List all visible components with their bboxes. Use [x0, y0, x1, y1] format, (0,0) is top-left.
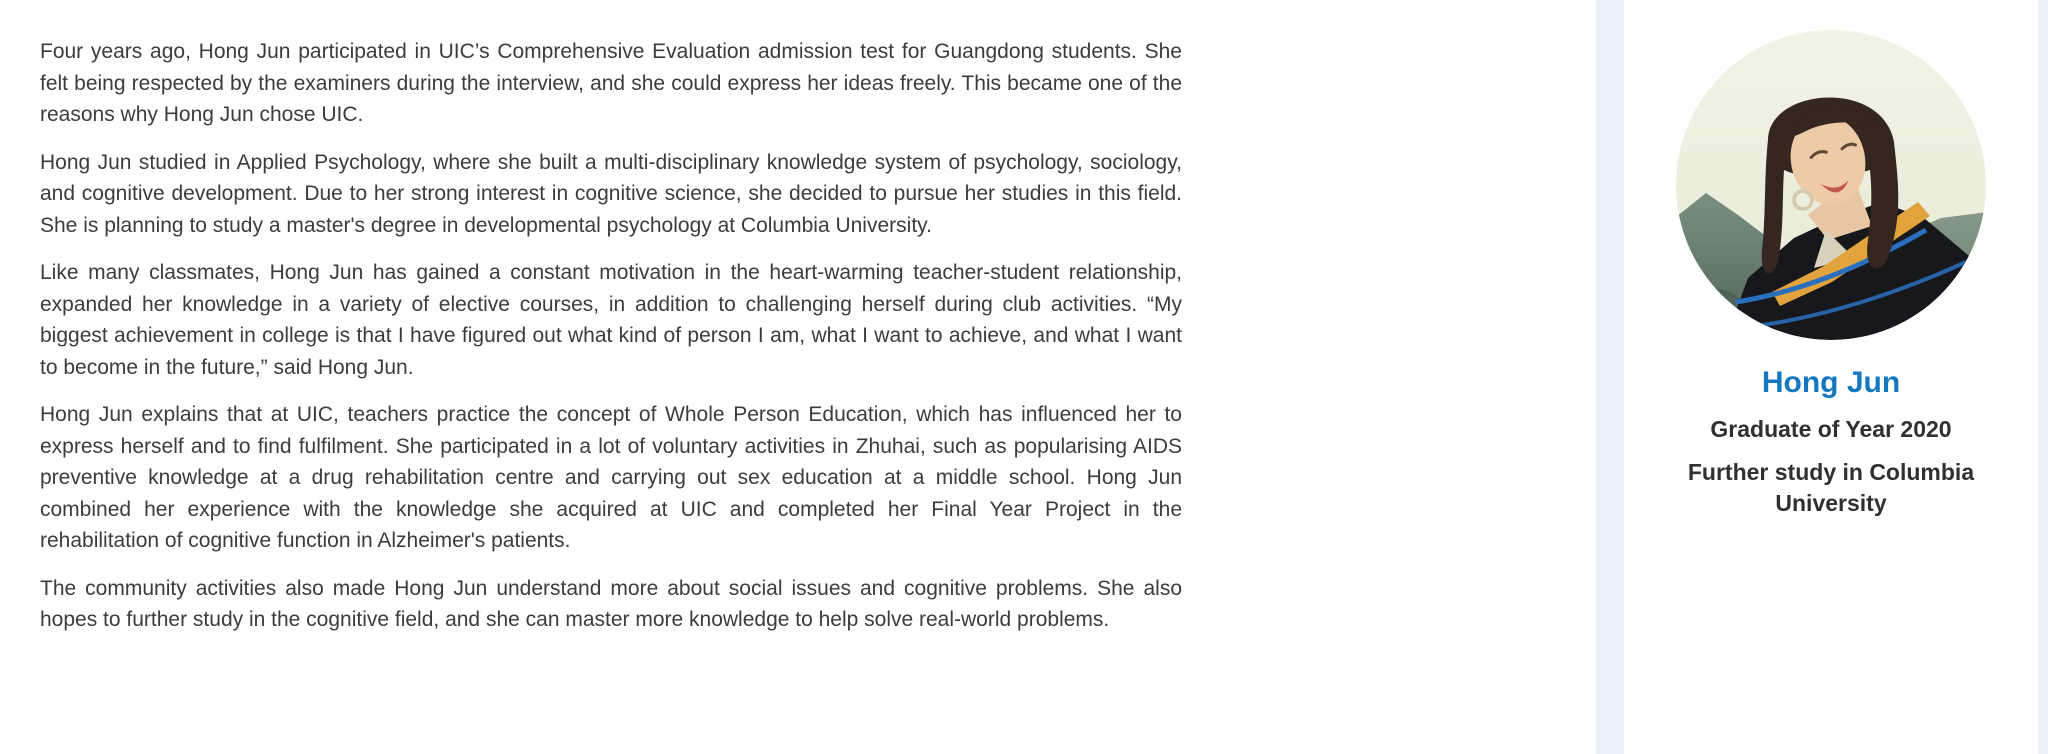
graduate-name-link[interactable]: Hong Jun: [1761, 366, 1901, 399]
article-paragraph: The community activities also made Hong Jun understand more about social issues and cognitive problems. She also hopes to further study in the cognitive field, and she can master more knowledge to help solve real-world problems.: [40, 576, 1182, 631]
article-body: [40, 36, 1182, 636]
graduate-photo: [1676, 30, 1986, 340]
further-study-caption: Further study in Columbia University: [1687, 459, 1975, 516]
article-paragraph: Hong Jun studied in Applied Psychology, where she built a multi-disciplinary knowledge system of psychology, sociology, and cognitive development. Due to her strong interest in cognitive science, she decided to pursue her studies in this field. She is planning to study a master's degree in developmental psychology at Columbia University.: [40, 150, 1182, 237]
profile-sidebar: [1624, 0, 2038, 754]
graduate-year-caption: Graduate of Year 2020: [1710, 416, 1952, 442]
graduate-photo-image: [1676, 30, 1986, 340]
article-paragraph: Hong Jun explains that at UIC, teachers practice the concept of Whole Person Education, which has influenced her to express herself and to find fulfilment. She participated in a lot of voluntary activities in Zhuhai, such as popularising AIDS preventive knowledge at a drug rehabilitation centre and carrying out sex education at a middle school. Hong Jun combined her experience with the knowledge she acquired at UIC and completed her Final Year Project in the rehabilitation of cognitive function in Alzheimer's patients.: [40, 403, 1182, 552]
article-paragraph: Four years ago, Hong Jun participated in UIC’s Comprehensive Evaluation admission test for Guangdong students. She felt being respected by the examiners during the interview, and she could express her ideas freely. This became one of the reasons why Hong Jun chose UIC.: [40, 40, 1182, 126]
content-gutter: [1596, 0, 1624, 754]
article-paragraph: Like many classmates, Hong Jun has gained a constant motivation in the heart-warming teacher-student relationship, expanded her knowledge in a variety of elective courses, in addition to challenging herself during club activities. “My biggest achievement in college is that I have figured out what kind of person I am, what I want to achieve, and what I want to become in the future,” said Hong Jun.: [40, 261, 1182, 379]
